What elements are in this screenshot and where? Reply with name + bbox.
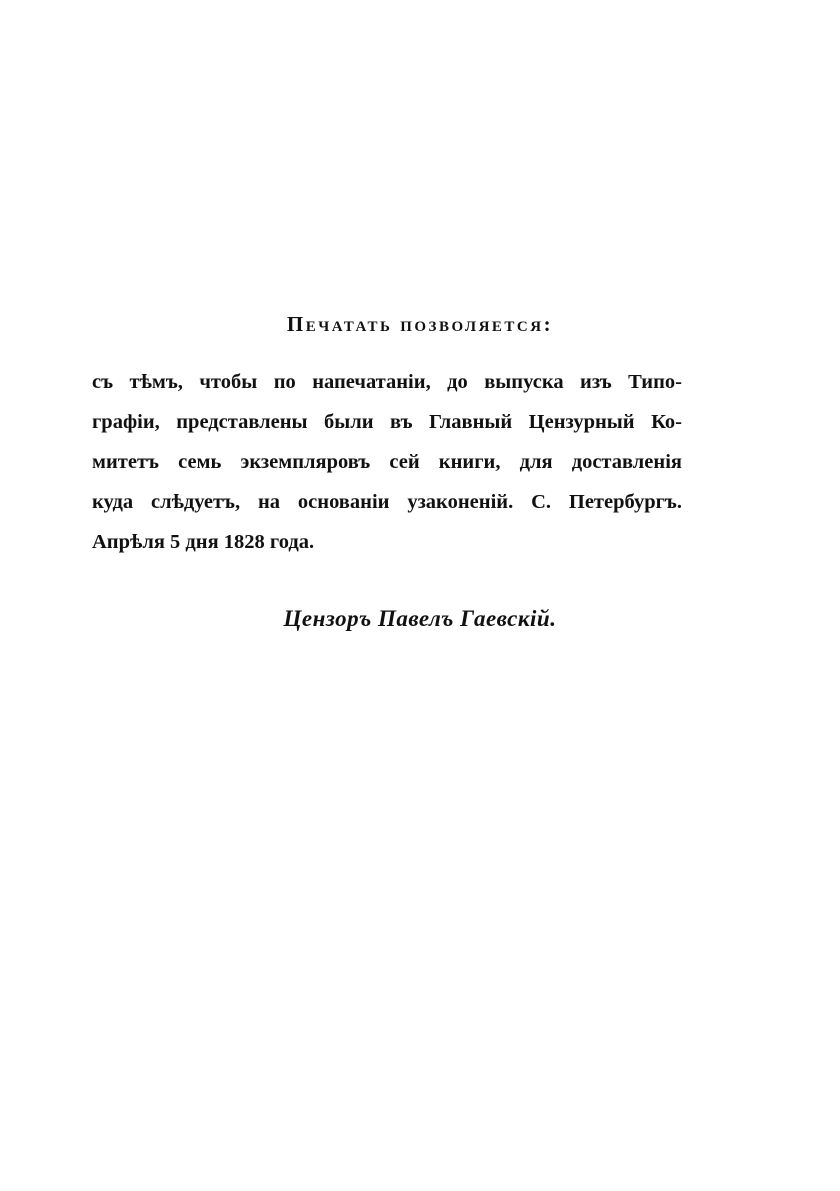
censor-signature: Цензоръ Павелъ Гаевскiй.: [283, 606, 557, 631]
text-line: съ тѣмъ, чтобы по напечатанiи, до выпуска изъ Типо-: [92, 371, 682, 393]
text-line: куда слѣдуетъ, на основанiи узаконенiй. С. Петербургъ.: [92, 491, 682, 513]
censorship-approval-heading: Печатать позволяется:: [286, 312, 554, 336]
text-line: графiи, представлены были въ Главный Цензурный Ко-: [92, 411, 682, 433]
censorship-approval-text: [92, 362, 682, 562]
text-line: митетъ семь экземпляровъ сей книги, для доставленiя: [92, 451, 682, 473]
text-line-date: Апрѣля 5 дня 1828 года.: [92, 531, 315, 553]
